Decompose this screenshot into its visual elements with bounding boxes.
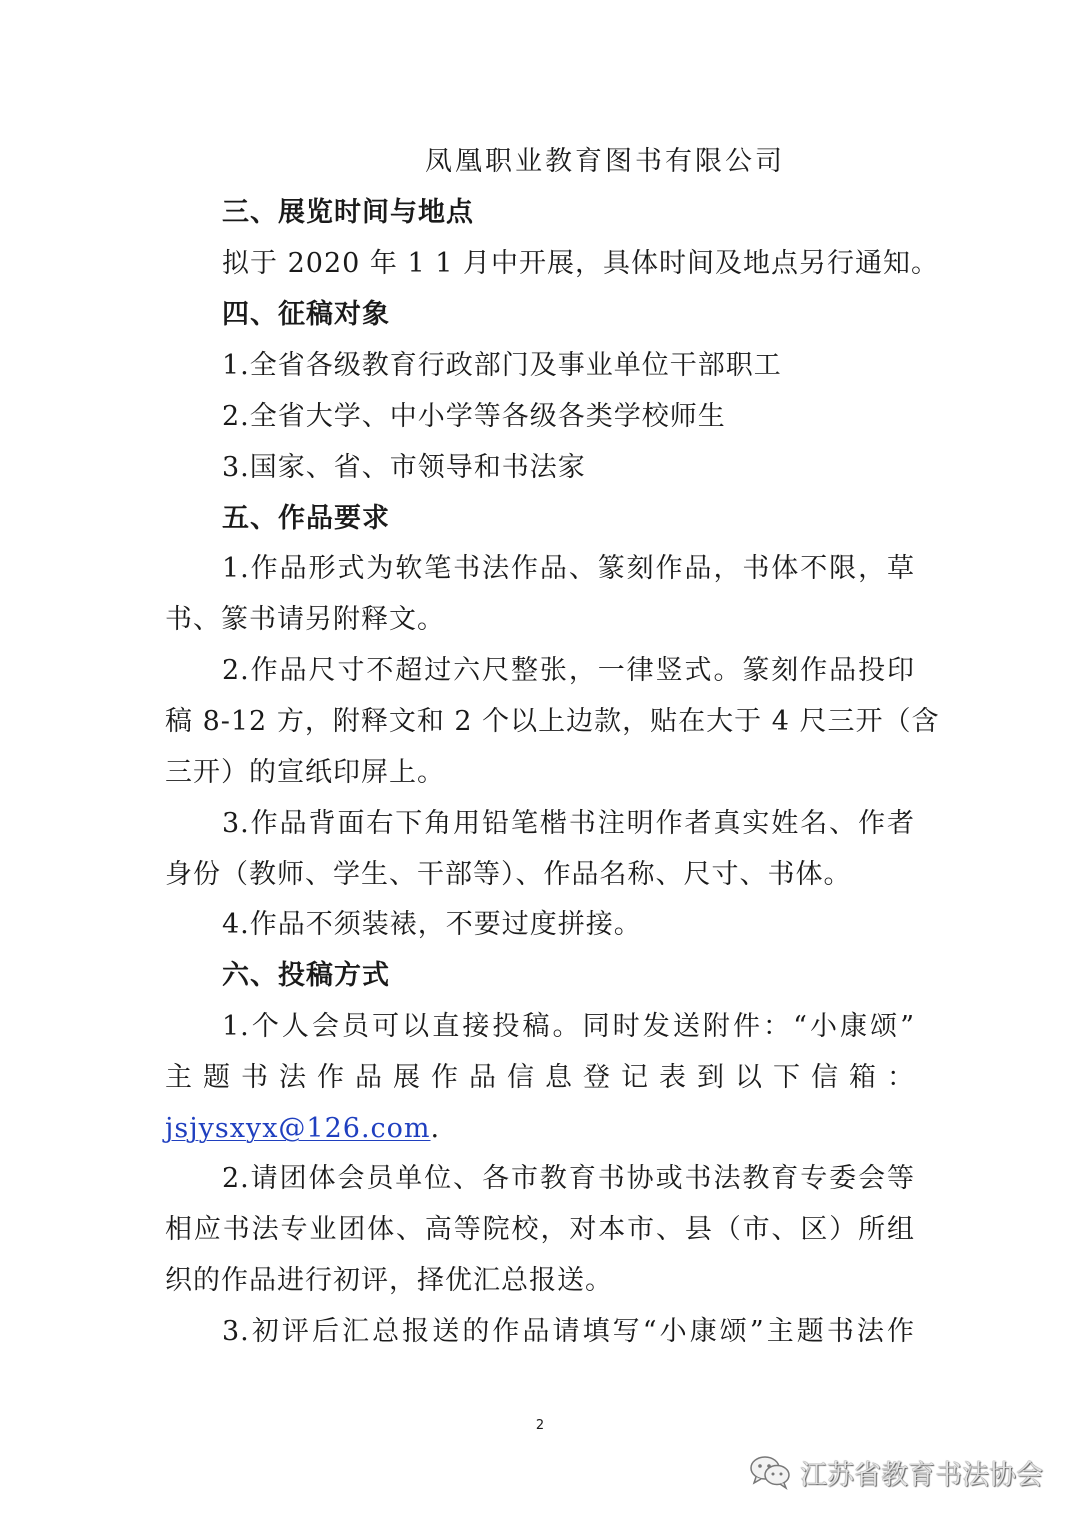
section-4-item-1: 1.全省各级教育行政部门及事业单位干部职工	[222, 350, 782, 381]
section-4-title: 四、征稿对象	[222, 299, 390, 330]
section-5-paragraph-1-line-1: 1.作品形式为软笔书法作品、篆刻作品，书体不限，草	[222, 553, 915, 584]
section-5-paragraph-3-line-2: 身份（教师、学生、干部等）、作品名称、尺寸、书体。	[165, 859, 852, 890]
section-6-paragraph-3-line-1: 3.初评后汇总报送的作品请填写“小康颂”主题书法作	[222, 1316, 915, 1347]
section-5-paragraph-2-line-2: 稿 8-12 方，附释文和 2 个以上边款，贴在大于 4 尺三开（含	[165, 706, 940, 737]
email-period: .	[430, 1113, 441, 1144]
section-3-title: 三、展览时间与地点	[222, 197, 474, 228]
section-3-text: 拟于 2020 年 1 1 月中开展，具体时间及地点另行通知。	[222, 248, 939, 279]
section-6-paragraph-2-line-3: 织的作品进行初评，择优汇总报送。	[165, 1265, 613, 1296]
wechat-watermark	[748, 1452, 1043, 1492]
section-4-item-3: 3.国家、省、市领导和书法家	[222, 452, 586, 483]
section-5-paragraph-4: 4.作品不须装裱，不要过度拼接。	[222, 909, 642, 940]
section-5-paragraph-2-line-3: 三开）的宣纸印屏上。	[165, 757, 445, 788]
section-4-item-2: 2.全省大学、中小学等各级各类学校师生	[222, 401, 726, 432]
section-5-paragraph-1-line-2: 书、篆书请另附释文。	[165, 604, 445, 635]
company-name: 凤凰职业教育图书有限公司	[425, 146, 785, 177]
section-6-paragraph-1-line-3	[165, 1103, 915, 1154]
page-number: 2	[535, 1418, 545, 1433]
section-6-paragraph-1-line-2: 主题书法作品展作品信息登记表到以下信箱：	[165, 1062, 915, 1093]
email-link[interactable]: jsjysxyx@126.com	[165, 1113, 431, 1144]
section-5-title: 五、作品要求	[222, 503, 390, 534]
section-6-paragraph-2-line-1: 2.请团体会员单位、各市教育书协或书法教育专委会等	[222, 1163, 915, 1194]
section-6-paragraph-2-line-2: 相应书法专业团体、高等院校，对本市、县（市、区）所组	[165, 1214, 915, 1245]
section-6-paragraph-1-line-1: 1.个人会员可以直接投稿。同时发送附件：“小康颂”	[222, 1011, 915, 1042]
wechat-icon	[748, 1454, 792, 1490]
watermark-text: 江苏省教育书法协会	[800, 1459, 1043, 1491]
section-5-paragraph-3-line-1: 3.作品背面右下角用铅笔楷书注明作者真实姓名、作者	[222, 808, 915, 839]
section-5-paragraph-2-line-1: 2.作品尺寸不超过六尺整张，一律竖式。篆刻作品投印	[222, 655, 915, 686]
section-6-title: 六、投稿方式	[222, 960, 390, 991]
